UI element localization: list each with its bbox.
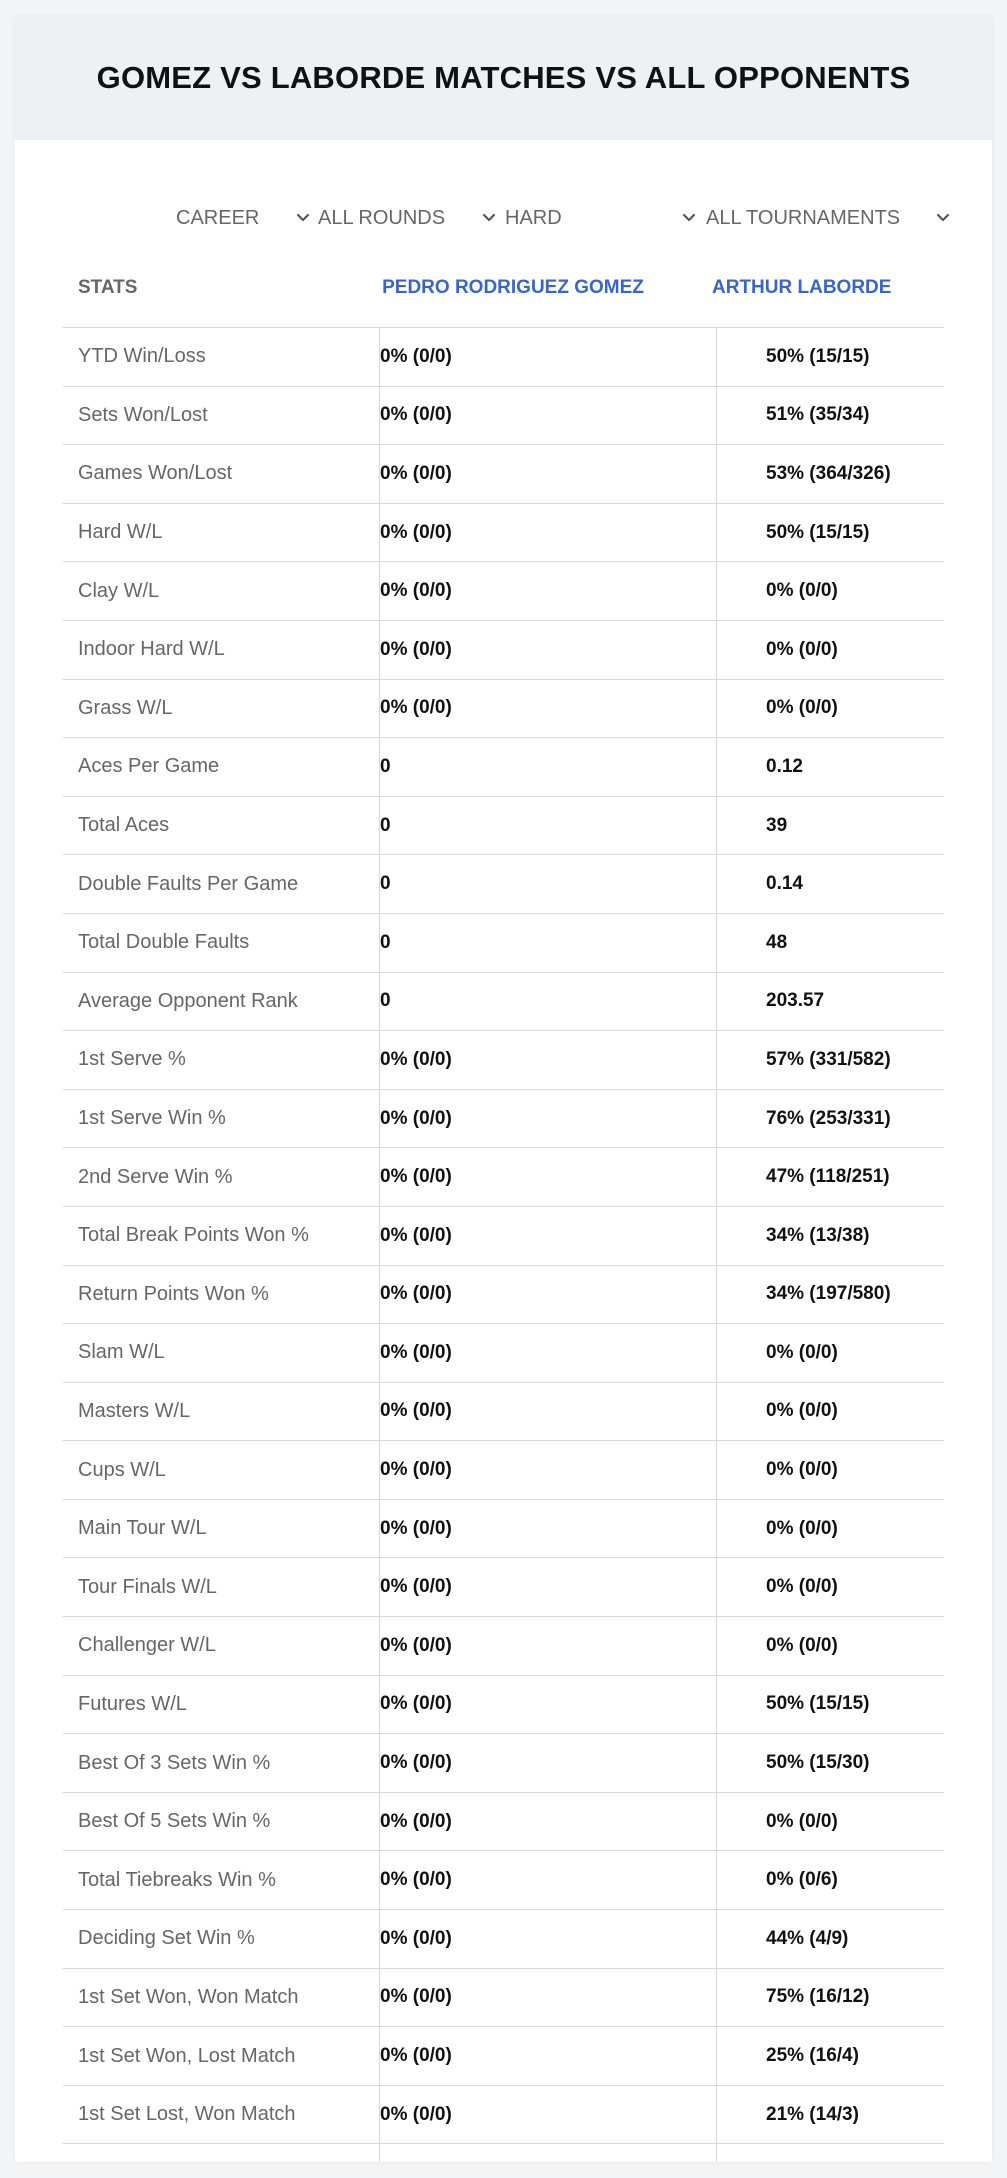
player2-stat-value: 50% (15/30) bbox=[766, 1752, 870, 1774]
player1-link[interactable]: PEDRO RODRIGUEZ GOMEZ bbox=[382, 277, 644, 298]
stat-label: Hard W/L bbox=[78, 521, 163, 544]
player1-stat-value: 0% (0/0) bbox=[380, 2103, 452, 2125]
page-title: GOMEZ VS LABORDE MATCHES VS ALL OPPONENTS bbox=[96, 60, 911, 95]
table-row bbox=[63, 738, 944, 797]
player1-stat-value: 0% (0/0) bbox=[380, 1576, 452, 1598]
filter-surface-select[interactable] bbox=[505, 188, 698, 248]
filter-label: ALL TOURNAMENTS bbox=[706, 206, 901, 229]
stat-label: Masters W/L bbox=[78, 1399, 191, 1422]
table-row bbox=[63, 1734, 944, 1793]
table-header bbox=[63, 248, 944, 328]
player2-stat-value: 50% (15/15) bbox=[766, 345, 870, 367]
table-row bbox=[63, 1441, 944, 1500]
column-divider bbox=[379, 328, 380, 2162]
stat-label: Sets Won/Lost bbox=[78, 403, 208, 426]
stat-label: Deciding Set Win % bbox=[78, 1927, 255, 1950]
table-row bbox=[63, 1266, 944, 1325]
card-header bbox=[15, 16, 992, 140]
table-row bbox=[63, 445, 944, 504]
player2-stat-value: 0% (0/0) bbox=[766, 697, 838, 719]
table-row bbox=[63, 1793, 944, 1852]
player1-stat-value: 0% (0/0) bbox=[380, 345, 452, 367]
player2-stat-value: 203.57 bbox=[766, 990, 825, 1012]
table-row bbox=[63, 1558, 944, 1617]
table-row bbox=[63, 855, 944, 914]
player2-stat-value: 50% (15/15) bbox=[766, 521, 870, 543]
chevron-down-icon bbox=[934, 209, 952, 227]
player1-stat-value: 0 bbox=[380, 873, 391, 895]
table-row bbox=[63, 1617, 944, 1676]
filter-label: CAREER bbox=[176, 206, 260, 229]
table-row bbox=[63, 1500, 944, 1559]
chevron-down-icon bbox=[480, 209, 498, 227]
stat-label: Challenger W/L bbox=[78, 1634, 216, 1657]
stat-label: Best Of 5 Sets Win % bbox=[78, 1810, 271, 1833]
stat-label: 1st Serve % bbox=[78, 1048, 186, 1071]
player2-stat-value: 0% (0/0) bbox=[766, 580, 838, 602]
player1-stat-value: 0% (0/0) bbox=[380, 1166, 452, 1188]
chevron-down-icon bbox=[294, 209, 312, 227]
player1-stat-value: 0% (0/0) bbox=[380, 638, 452, 660]
player1-stat-value: 0% (0/0) bbox=[380, 521, 452, 543]
stats-card bbox=[15, 16, 992, 2162]
player1-stat-value: 0% (0/0) bbox=[380, 697, 452, 719]
table-row bbox=[63, 562, 944, 621]
player1-stat-value: 0% (0/0) bbox=[380, 462, 452, 484]
player1-stat-value: 0% (0/0) bbox=[380, 1400, 452, 1422]
column-divider bbox=[716, 328, 717, 2162]
player2-stat-value: 0% (0/0) bbox=[766, 1634, 838, 1656]
player2-stat-value: 47% (118/251) bbox=[766, 1166, 890, 1188]
player2-stat-value: 44% (4/9) bbox=[766, 1927, 849, 1949]
player1-stat-value: 0 bbox=[380, 755, 391, 777]
stat-label: 1st Set Lost, Won Match bbox=[78, 2103, 296, 2126]
stats-table bbox=[63, 248, 944, 2144]
player1-stat-value: 0% (0/0) bbox=[380, 1752, 452, 1774]
player1-stat-value: 0% (0/0) bbox=[380, 404, 452, 426]
filter-label: ALL ROUNDS bbox=[318, 206, 446, 229]
stat-label: Grass W/L bbox=[78, 696, 173, 719]
stat-label: Total Aces bbox=[78, 814, 170, 837]
player1-stat-value: 0% (0/0) bbox=[380, 1048, 452, 1070]
table-row bbox=[63, 1969, 944, 2028]
player2-stat-value: 0% (0/0) bbox=[766, 1400, 838, 1422]
table-row bbox=[63, 1090, 944, 1149]
player2-stat-value: 0% (0/0) bbox=[766, 638, 838, 660]
player1-stat-value: 0% (0/0) bbox=[380, 1810, 452, 1832]
player1-stat-value: 0% (0/0) bbox=[380, 1341, 452, 1363]
stat-label: Indoor Hard W/L bbox=[78, 638, 225, 661]
stat-label: Return Points Won % bbox=[78, 1282, 269, 1305]
filter-tournaments-select[interactable] bbox=[706, 188, 952, 248]
table-row bbox=[63, 1383, 944, 1442]
table-row bbox=[63, 2027, 944, 2086]
chevron-down-icon bbox=[680, 209, 698, 227]
table-row bbox=[63, 1676, 944, 1735]
stat-label: Clay W/L bbox=[78, 579, 160, 602]
table-row bbox=[63, 680, 944, 739]
player2-stat-value: 39 bbox=[766, 814, 788, 836]
table-row bbox=[63, 914, 944, 973]
player1-stat-value: 0% (0/0) bbox=[380, 1283, 452, 1305]
player2-stat-value: 76% (253/331) bbox=[766, 1107, 891, 1129]
player1-stat-value: 0% (0/0) bbox=[380, 2045, 452, 2067]
table-row bbox=[63, 973, 944, 1032]
player1-stat-value: 0% (0/0) bbox=[380, 580, 452, 602]
player2-stat-value: 21% (14/3) bbox=[766, 2103, 859, 2125]
filter-rounds-select[interactable] bbox=[318, 188, 498, 248]
stat-label: Tour Finals W/L bbox=[78, 1575, 217, 1598]
player2-stat-value: 50% (15/15) bbox=[766, 1693, 870, 1715]
player2-stat-value: 0.14 bbox=[766, 873, 803, 895]
filter-bar bbox=[15, 188, 992, 248]
stat-label: Best Of 3 Sets Win % bbox=[78, 1751, 271, 1774]
table-body bbox=[63, 328, 944, 2144]
player1-stat-value: 0% (0/0) bbox=[380, 1869, 452, 1891]
stat-label: Total Double Faults bbox=[78, 931, 250, 954]
player1-stat-value: 0% (0/0) bbox=[380, 1107, 452, 1129]
table-row bbox=[63, 621, 944, 680]
player2-stat-value: 75% (16/12) bbox=[766, 1986, 870, 2008]
table-row bbox=[63, 2086, 944, 2145]
table-row bbox=[63, 328, 944, 387]
player2-stat-value: 57% (331/582) bbox=[766, 1048, 891, 1070]
player2-stat-value: 25% (16/4) bbox=[766, 2045, 859, 2067]
stat-label: 1st Set Won, Won Match bbox=[78, 1985, 299, 2008]
player2-stat-value: 0% (0/6) bbox=[766, 1869, 838, 1891]
player2-stat-value: 0% (0/0) bbox=[766, 1341, 838, 1363]
stat-label: 1st Set Won, Lost Match bbox=[78, 2044, 296, 2067]
stat-label: Cups W/L bbox=[78, 1458, 166, 1481]
table-row bbox=[63, 1910, 944, 1969]
stat-label: Games Won/Lost bbox=[78, 462, 233, 485]
player1-stat-value: 0 bbox=[380, 814, 391, 836]
player1-stat-value: 0 bbox=[380, 931, 391, 953]
stat-label: Double Faults Per Game bbox=[78, 872, 299, 895]
stat-label: YTD Win/Loss bbox=[78, 345, 206, 368]
table-row bbox=[63, 1031, 944, 1090]
player2-stat-value: 0% (0/0) bbox=[766, 1576, 838, 1598]
player2-stat-value: 48 bbox=[766, 931, 788, 953]
player1-stat-value: 0% (0/0) bbox=[380, 1517, 452, 1539]
player2-stat-value: 0% (0/0) bbox=[766, 1517, 838, 1539]
table-row bbox=[63, 1324, 944, 1383]
player2-stat-value: 53% (364/326) bbox=[766, 462, 891, 484]
filter-label: HARD bbox=[505, 206, 562, 229]
player1-stat-value: 0% (0/0) bbox=[380, 1693, 452, 1715]
player1-stat-value: 0% (0/0) bbox=[380, 1459, 452, 1481]
table-row bbox=[63, 797, 944, 856]
player2-stat-value: 34% (197/580) bbox=[766, 1283, 891, 1305]
filter-career-select[interactable] bbox=[176, 188, 312, 248]
stat-label: 2nd Serve Win % bbox=[78, 1165, 233, 1188]
stat-label: Futures W/L bbox=[78, 1692, 187, 1715]
player1-stat-value: 0% (0/0) bbox=[380, 1986, 452, 2008]
stat-label: Slam W/L bbox=[78, 1341, 165, 1364]
player2-link[interactable]: ARTHUR LABORDE bbox=[712, 277, 892, 298]
stat-label: Aces Per Game bbox=[78, 755, 220, 778]
stat-label: 1st Serve Win % bbox=[78, 1107, 226, 1130]
table-row bbox=[63, 1207, 944, 1266]
stat-label: Main Tour W/L bbox=[78, 1517, 207, 1540]
stats-column-header: STATS bbox=[78, 277, 138, 298]
stat-label: Average Opponent Rank bbox=[78, 989, 298, 1012]
player2-stat-value: 0% (0/0) bbox=[766, 1810, 838, 1832]
player1-stat-value: 0% (0/0) bbox=[380, 1634, 452, 1656]
stat-label: Total Tiebreaks Win % bbox=[78, 1868, 276, 1891]
player2-stat-value: 0% (0/0) bbox=[766, 1459, 838, 1481]
table-row bbox=[63, 1148, 944, 1207]
player1-stat-value: 0% (0/0) bbox=[380, 1224, 452, 1246]
table-row bbox=[63, 1851, 944, 1910]
player2-stat-value: 51% (35/34) bbox=[766, 404, 870, 426]
table-row bbox=[63, 504, 944, 563]
player2-stat-value: 0.12 bbox=[766, 755, 803, 777]
player1-stat-value: 0 bbox=[380, 990, 391, 1012]
stat-label: Total Break Points Won % bbox=[78, 1224, 309, 1247]
player2-stat-value: 34% (13/38) bbox=[766, 1224, 870, 1246]
player1-stat-value: 0% (0/0) bbox=[380, 1927, 452, 1949]
table-row bbox=[63, 387, 944, 446]
